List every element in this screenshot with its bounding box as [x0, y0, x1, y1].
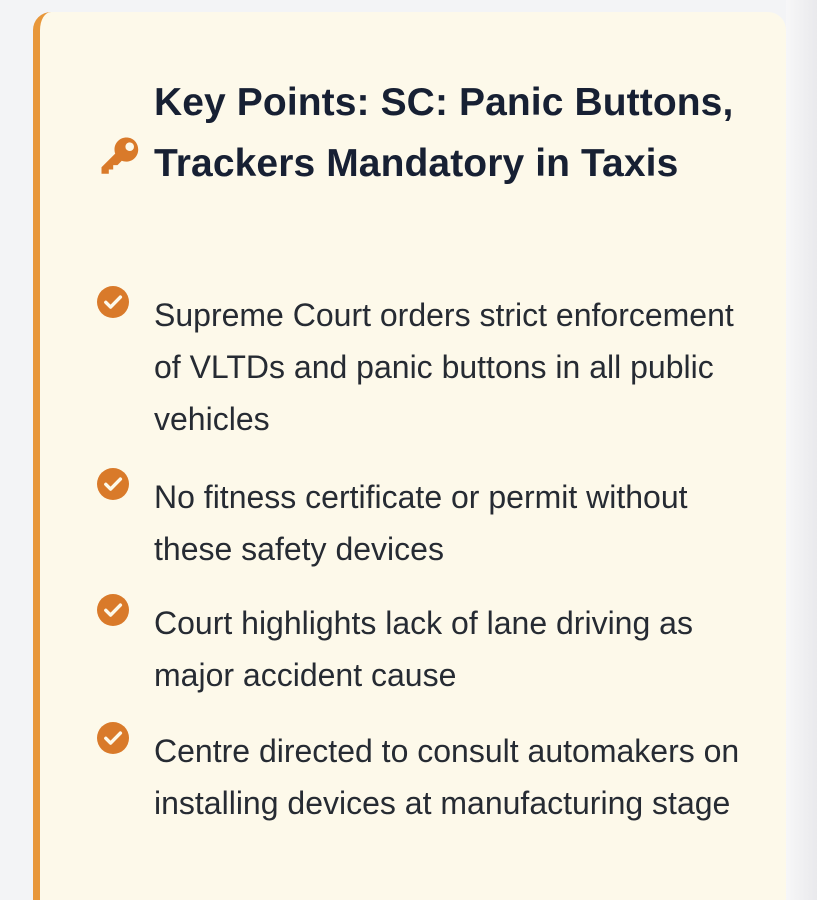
key-icon — [95, 132, 143, 180]
point-text: Supreme Court orders strict enforcement of VLTDs and panic buttons in all public vehicles — [154, 297, 734, 437]
card-title: Key Points: SC: Panic Buttons, Trackers Mandatory in Taxis — [154, 81, 734, 185]
check-circle-icon — [96, 467, 130, 501]
check-circle-icon — [96, 285, 130, 319]
check-circle-icon — [96, 593, 130, 627]
check-circle-icon — [96, 721, 130, 755]
point-text: Court highlights lack of lane driving as major accident cause — [154, 605, 693, 693]
key-points-card — [33, 12, 786, 900]
page-edge-shadow — [786, 0, 817, 900]
point-text: Centre directed to consult automakers on installing devices at manufacturing stage — [154, 733, 740, 821]
point-text: No fitness certificate or permit without these safety devices — [154, 479, 688, 567]
